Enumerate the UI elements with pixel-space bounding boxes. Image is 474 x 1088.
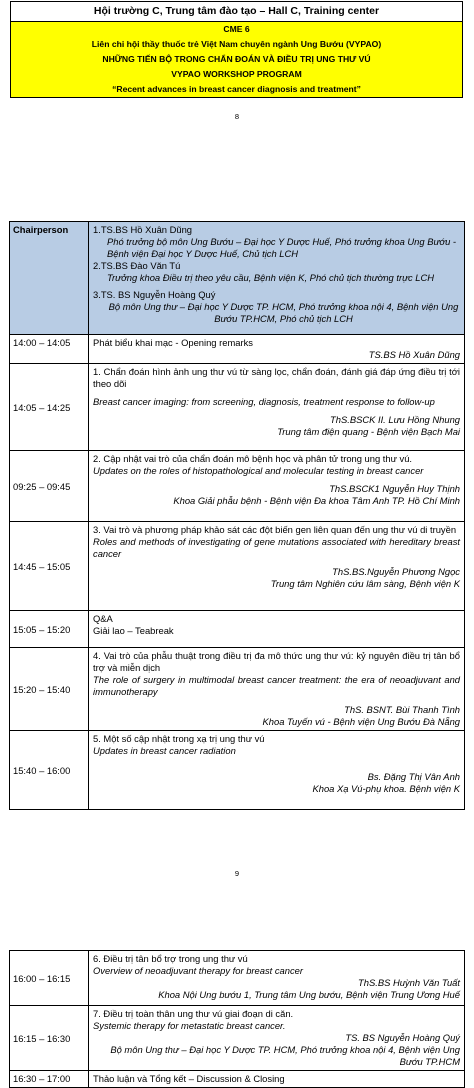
session-body: [89, 611, 465, 648]
session-title-en: Updates on the roles of histopathological and molecular testing in breast cancer: [93, 465, 424, 476]
header-title-en: VYPAO WORKSHOP PROGRAM: [171, 69, 302, 79]
chair-row: [10, 222, 465, 335]
session-row: [10, 951, 465, 1006]
session-time: 14:05 – 14:25: [10, 364, 89, 451]
session-row: [10, 364, 465, 451]
session-time: 14:45 – 15:05: [10, 522, 89, 611]
chair-role-2: Trưởng khoa Điều trị theo yêu cầu, Bệnh viện K, Phó chủ tịch thường trực LCH: [107, 272, 435, 283]
session-affiliation: Khoa Giải phẫu bệnh - Bệnh viện Đa khoa Tâm Anh TP. Hồ Chí Minh: [173, 495, 460, 506]
session-title: 2. Cập nhật vai trò của chẩn đoán mô bệnh học và phân tử trong ung thư vú.: [93, 453, 413, 464]
session-title: 1. Chẩn đoán hình ảnh ung thư vú từ sàng lọc, chẩn đoán, đánh giá đáp ứng điều trị tới theo dõi: [93, 366, 460, 389]
header-association: Liên chi hội thầy thuốc trẻ Việt Nam chuyên ngành Ung Bướu (VYPAO): [91, 39, 382, 49]
session-affiliation: Trung tâm điện quang - Bệnh viện Bạch Mai: [277, 426, 460, 437]
session-row: [10, 648, 465, 731]
session-row: [10, 451, 465, 522]
session-row: [10, 611, 465, 648]
session-body: [89, 951, 465, 1006]
chair-role-3: Bộ môn Ung thư – Đại học Y Dược TP. HCM, Phó trưởng khoa nội 4, Bệnh viện Ung Bướu TP.HCM, Phó chủ tịch LCH: [108, 301, 459, 324]
session-title-en: Roles and methods of investigating of gene mutations associated with hereditary breast cancer: [93, 536, 460, 559]
session-body: [89, 335, 465, 364]
session-row: [10, 1006, 465, 1071]
session-time: 15:05 – 15:20: [10, 611, 89, 648]
session-title-en: Overview of neoadjuvant therapy for breast cancer: [93, 965, 304, 976]
session-affiliation: Khoa Tuyến vú - Bệnh viện Ung Bướu Đà Nẵng: [262, 716, 460, 727]
header-subtitle: “Recent advances in breast cancer diagnosis and treatment”: [112, 84, 361, 94]
session-time: 15:40 – 16:00: [10, 731, 89, 810]
page-number: 8: [234, 112, 240, 121]
session-speaker: ThS.BS Huỳnh Văn Tuất: [358, 977, 460, 988]
session-time: 16:15 – 16:30: [10, 1006, 89, 1071]
header-cme: CME 6: [223, 24, 250, 34]
session-time: 15:20 – 15:40: [10, 648, 89, 731]
session-row: [10, 522, 465, 611]
session-title-en: The role of surgery in multimodal breast cancer treatment: the era of neoadjuvant and immunotherapy: [93, 674, 460, 697]
session-speaker: ThS.BSCK1 Nguyễn Huy Thịnh: [329, 483, 460, 494]
session-title: 3. Vai trò và phương pháp khảo sát các đột biến gen liên quan đến ung thư vú di truyền: [93, 524, 457, 535]
session-affiliation: Trung tâm Nghiên cứu lâm sàng, Bệnh viện K: [270, 578, 460, 589]
chair-role-1: Phó trưởng bộ môn Ung Bướu – Đại học Y Dược Huế, Phó trưởng khoa Ung Bướu - Bệnh viện Đại học Y Dược Huế, Chủ tịch LCH: [107, 236, 457, 259]
session-title-en: Updates in breast cancer radiation: [93, 745, 236, 756]
session-title: Thảo luận và Tổng kết – Discussion & Closing: [89, 1071, 465, 1088]
session-speaker: TS.BS Hồ Xuân Dũng: [368, 349, 460, 360]
session-body: [89, 364, 465, 451]
session-title: 7. Điều trị toàn thân ung thư vú giai đoạn di căn.: [93, 1008, 294, 1019]
session-body: [89, 648, 465, 731]
session-title: 5. Một số cập nhật trong xạ trị ung thư vú: [93, 733, 265, 744]
chair-list: [89, 222, 465, 335]
chair-label: Chairperson: [10, 222, 89, 335]
program-table: [9, 221, 465, 810]
session-body: [89, 1006, 465, 1071]
session-body: [89, 731, 465, 810]
session-time: 14:00 – 14:05: [10, 335, 89, 364]
session-speaker: ThS.BSCK II. Lưu Hồng Nhung: [330, 414, 460, 425]
chair-name-3: 3.TS. BS Nguyễn Hoàng Quý: [93, 289, 216, 300]
session-speaker: ThS.BS.Nguyễn Phương Ngọc: [332, 566, 460, 577]
session-body: [89, 451, 465, 522]
session-affiliation: Bộ môn Ung thư – Đại học Y Dược TP. HCM, Phó trưởng khoa nội 4, Bệnh viện Ung Bướu TP.HCM: [110, 1044, 460, 1067]
session-title-en: Breast cancer imaging: from screening, diagnosis, treatment response to follow-up: [93, 396, 435, 407]
session-body: [89, 522, 465, 611]
page-number: 9: [234, 869, 240, 878]
session-title: Phát biểu khai mạc - Opening remarks: [93, 337, 253, 348]
session-time: 16:00 – 16:15: [10, 951, 89, 1006]
session-title-en: Systemic therapy for metastatic breast cancer.: [93, 1020, 286, 1031]
header-table: [10, 1, 463, 98]
session-title: 6. Điều trị tân bổ trợ trong ung thư vú: [93, 953, 248, 964]
header-title-block: [11, 22, 463, 98]
header-title-vn: NHỮNG TIẾN BỘ TRONG CHẨN ĐOÁN VÀ ĐIỀU TRỊ UNG THƯ VÚ: [102, 54, 371, 64]
session-speaker: Bs. Đặng Thị Vân Anh: [367, 771, 460, 782]
session-speaker: ThS. BSNT. Bùi Thanh Tình: [344, 704, 460, 715]
session-row: [10, 335, 465, 364]
program-table-continued: [9, 950, 465, 1088]
session-row: [10, 1071, 465, 1088]
chair-name-1: 1.TS.BS Hồ Xuân Dũng: [93, 224, 193, 235]
header-venue: Hội trường C, Trung tâm đào tạo – Hall C, Training center: [11, 2, 463, 22]
session-time: 09:25 – 09:45: [10, 451, 89, 522]
session-title: 4. Vai trò của phẫu thuật trong điều trị đa mô thức ung thư vú: kỷ nguyên điều trị tân bổ trợ và miễn dịch: [93, 650, 460, 673]
session-title: Q&A: [93, 613, 113, 624]
chair-name-2: 2.TS.BS Đào Văn Tú: [93, 260, 181, 271]
session-speaker: TS. BS Nguyễn Hoàng Quý: [345, 1032, 460, 1043]
session-row: [10, 731, 465, 810]
session-affiliation: Khoa Xạ Vú-phụ khoa. Bệnh viện K: [312, 783, 460, 794]
session-affiliation: Khoa Nội Ung bướu 1, Trung tâm Ung bướu, Bệnh viện Trung Ương Huế: [158, 989, 460, 1000]
session-time: 16:30 – 17:00: [10, 1071, 89, 1088]
session-break: Giải lao – Teabreak: [93, 625, 174, 636]
